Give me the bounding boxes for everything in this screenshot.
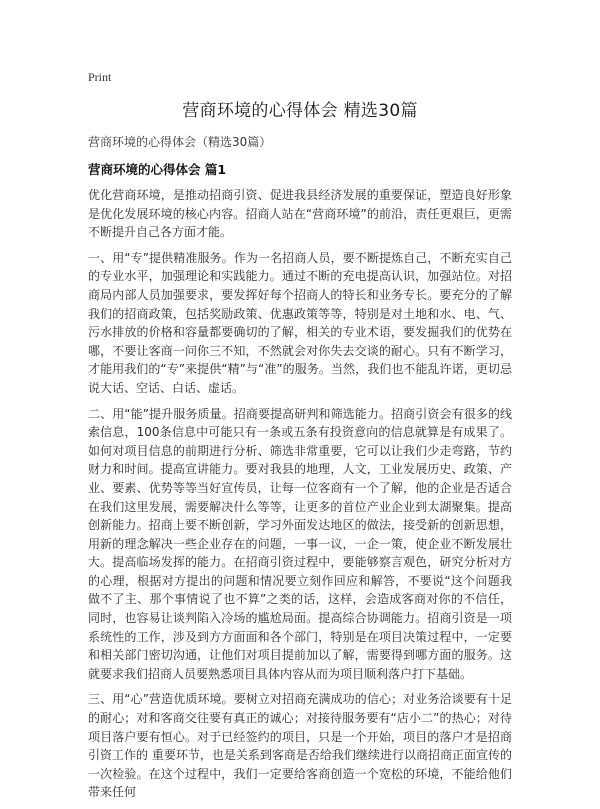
paragraph-two: 二、用“能”提升服务质量。招商要提高研判和筛选能力。招商引资会有很多的线索信息，100条信息中可能只有一条或五条有投资意向的信息就算是有成果了。如何对项目信息的前期进行分析、筛选非常重要，它可以让我们少走弯路，节约财力和时间。提高宣讲能力。要对我县的地理，人文，工业发展历史、政策、产业、要素、优势等等当好宣传员，让每一位客商有一个了解，他的企业是否适合在我们这里发展，需要解决什么等等，让更多的首位产业企业到太湖聚集。提高创新能力。招商上要不断创新，学习外面发达地区的做法，接受新的创新思想，用新的理念解决一些企业存在的问题，一事一议，一企一策，使企业不断发展壮大。提高临场发挥的能力。在招商引资过程中，要能够察言观色，研究分析对方的心理，根据对方提出的问题和情况要立刻作回应和解答，不要说“这个问题我做不了主、那个事情说了也不算”之类的话，这样，会造成客商对你的不信任，同时，也容易让谈判陷入冷场的尴尬局面。提高综合协调能力。招商引资是一项系统性的工作，涉及到方方面面和各个部门，特别是在项目决策过程中，一定要和相关部门密切沟通，让他们对项目提前加以了解，需要得到哪方面的服务。这就要求我们招商人员要熟悉项目具体内容从而为项目顺利落户打下基础。 [88, 406, 512, 681]
paragraph-three: 三、用“心”营造优质环境。要树立对招商充满成功的信心；对业务洽谈要有十足的耐心；对和客商交往要有真正的诚心；对接待服务要有“店小二”的热心；对待项目落户要有恒心。对于已经签约的项目，只是一个开始，项目的落户才是招商引资工作的 重要环节，也是关系到客商是否给我们继续进行以商招商正面宣传的一次检验。在这个过程中，我们一定要给客商创造一个宽松的环境，不能给他们带来任何 [88, 692, 512, 800]
print-link[interactable]: Print [88, 70, 112, 84]
article-body [88, 186, 512, 809]
paragraph-one: 一、用“专”提供精准服务。作为一名招商人员，要不断提炼自己，不断充实自己的专业水平，加强理论和实践能力。通过不断的充电提高认识，加强站位。对招商局内部人员加强要求，要发挥好每个招商人的特长和业务专长。要充分的了解我们的招商政策，包括奖励政策、优惠政策等等，特别是对土地和水、电、气、污水排放的价格和容量都要确切的了解，相关的专业术语，要发掘我们的优势在哪，不要让客商一问你三不知，不然就会对你失去交谈的耐心。只有不断学习，才能用我们的“专”来提供“精”与“准”的服务。当然，我们也不能乱许诺，更切忌说大话、空话、白话、虚话。 [88, 250, 512, 395]
paragraph-intro: 优化营商环境，是推动招商引资、促进我县经济发展的重要保证，塑造良好形象是优化发展环境的核心内容。招商人站在“营商环境”的前沿，责任更艰巨，更需不断提升自己各方面才能。 [88, 188, 512, 240]
page-title: 营商环境的心得体会 精选30篇 [182, 101, 418, 121]
document-subtitle: 营商环境的心得体会（精选30篇） [88, 135, 272, 149]
section-heading: 营商环境的心得体会 篇1 [88, 162, 227, 177]
